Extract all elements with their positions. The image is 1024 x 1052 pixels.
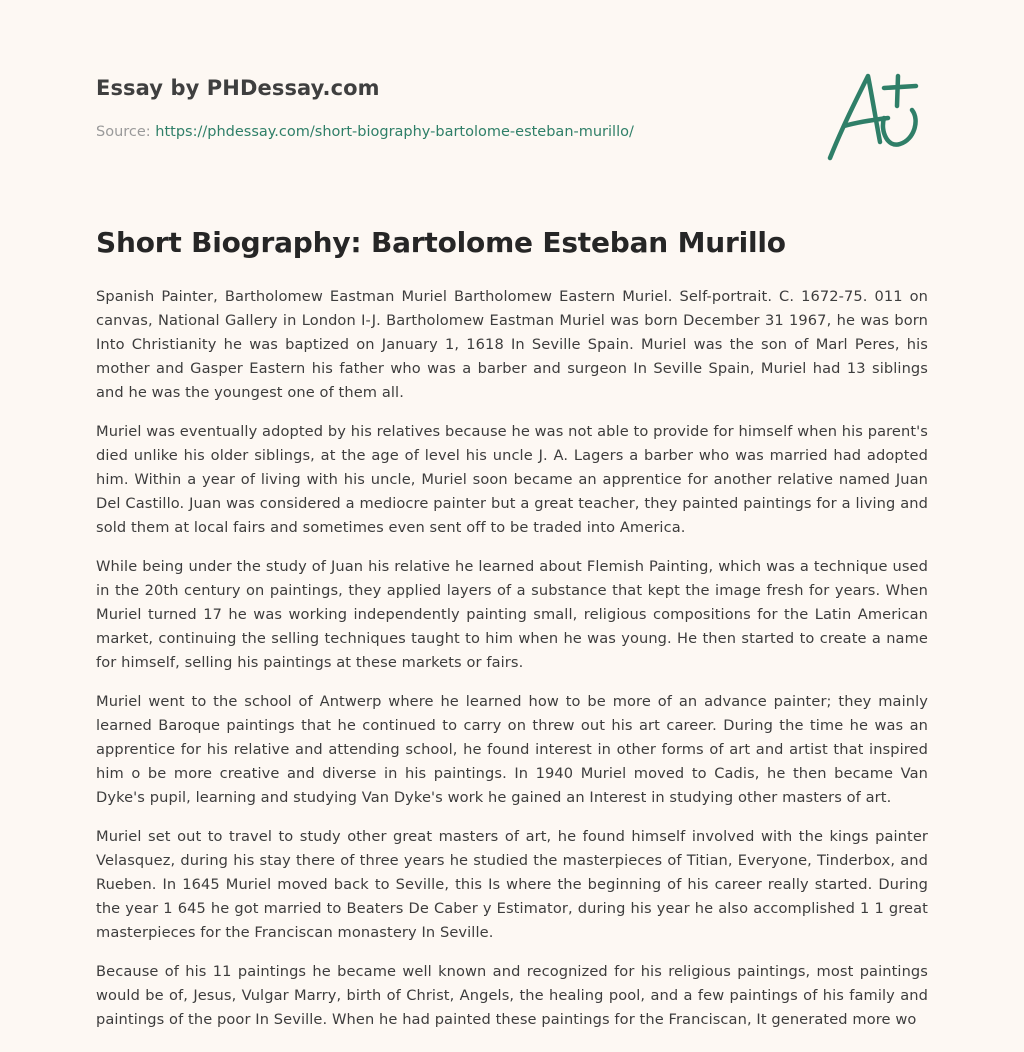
article-paragraph: While being under the study of Juan his relative he learned about Flemish Painting, which was a technique used in the 20th century on paintings, they applied layers of a substance that kept the image fresh for years. When Muriel turned 17 he was working independently painting small, religious compositions for the Latin American market, continuing the selling techniques taught to him when he was young. He then started to create a name for himself, selling his paintings at these markets or fairs. <box>96 558 928 671</box>
article-title: Short Biography: Bartolome Esteban Murillo <box>96 226 786 259</box>
article-paragraph: Spanish Painter, Bartholomew Eastman Muriel Bartholomew Eastern Muriel. Self-portrait. C. 1672-75. 011 on canvas, National Gallery in London I-J. Bartholomew Eastman Muriel was born December 31 1967, he was born Into Christianity he was baptized on January 1, 1618 In Seville Spain. Muriel was the son of Marl Peres, his mother and Gasper Eastern his father who was a barber and surgeon In Seville Spain, Muriel had 13 siblings and he was the youngest one of them all. <box>96 288 928 401</box>
article-paragraph: Muriel set out to travel to study other great masters of art, he found himself involved with the kings painter Velasquez, during his stay there of three years he studied the masterpieces of Titian, Everyone, Tinderbox, and Rueben. In 1645 Muriel moved back to Seville, this Is where the beginning of his career really started. During the year 1 645 he got married to Beaters De Caber y Estimator, during his year he also accomplished 1 1 great masterpieces for the Franciscan monastery In Seville. <box>96 828 928 941</box>
page-header <box>96 0 928 200</box>
source-line <box>96 124 634 140</box>
article-paragraph: Muriel went to the school of Antwerp where he learned how to be more of an advance painter; they mainly learned Baroque paintings that he continued to carry on threw out his art career. During the time he was an apprentice for his relative and attending school, he found interest in other forms of art and artist that inspired him o be more creative and diverse in his paintings. In 1940 Muriel moved to Cadis, he then became Van Dyke's pupil, learning and studying Van Dyke's work he gained an Interest in studying other masters of art. <box>96 693 928 806</box>
a-plus-logo-icon <box>822 66 926 166</box>
site-brand[interactable]: Essay by PHDessay.com <box>96 76 380 100</box>
article-paragraph: Muriel was eventually adopted by his relatives because he was not able to provide for himself when his parent's died unlike his older siblings, at the age of level his uncle J. A. Lagers a barber who was married had adopted him. Within a year of living with his uncle, Muriel soon became an apprentice for another relative named Juan Del Castillo. Juan was considered a mediocre painter but a great teacher, they painted paintings for a living and sold them at local fairs and sometimes even sent off to be traded into America. <box>96 423 928 536</box>
article-paragraph: Because of his 11 paintings he became well known and recognized for his religious paintings, most paintings would be of, Jesus, Vulgar Marry, birth of Christ, Angels, the healing pool, and a few paintings of his family and paintings of the poor In Seville. When he had painted these paintings for the Franciscan, It generated more wo <box>96 963 928 1028</box>
source-link[interactable]: https://phdessay.com/short-biography-bartolome-esteban-murillo/ <box>155 124 634 140</box>
source-label: Source: <box>96 124 151 140</box>
article-body <box>96 285 928 1047</box>
